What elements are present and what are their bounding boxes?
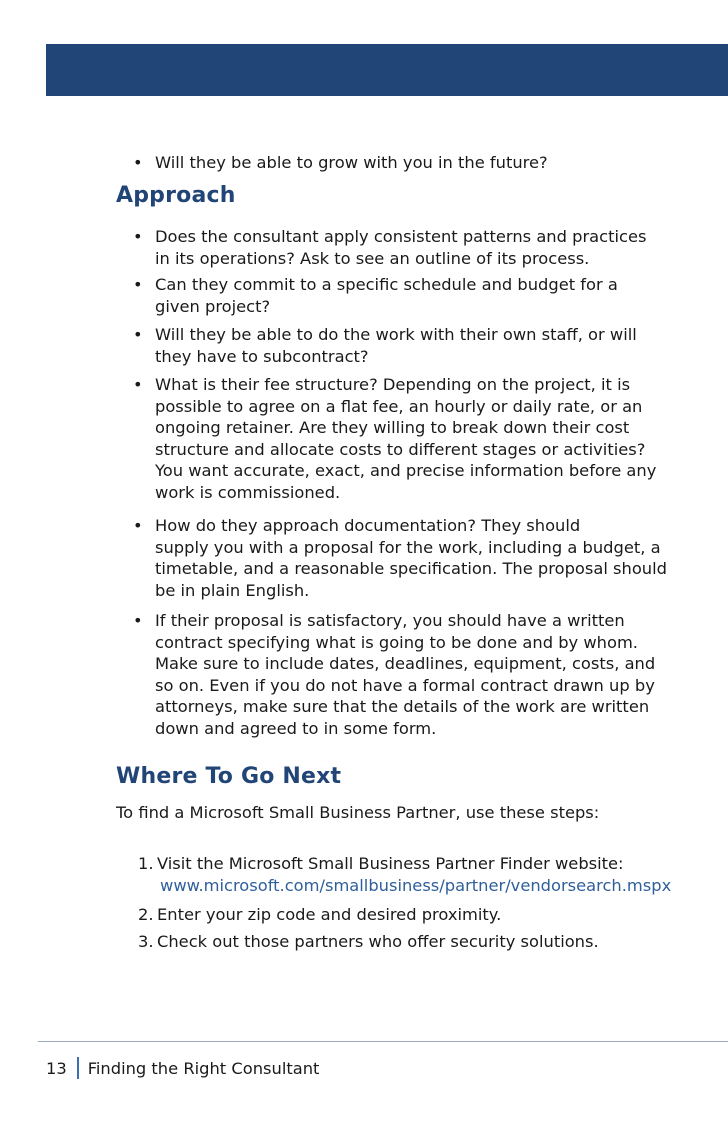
text-line: Make sure to include dates, deadlines, equipment, costs, and (155, 654, 656, 673)
bullet-icon: • (133, 516, 143, 535)
text-line: Can they commit to a specific schedule and budget for a (155, 275, 618, 294)
bullet-text (155, 274, 693, 317)
step-label: Visit the Microsoft Small Business Partner Finder website: (157, 854, 624, 873)
bullet-text (155, 226, 693, 269)
text-line: timetable, and a reasonable specification. The proposal should (155, 559, 667, 578)
footer-separator (77, 1057, 79, 1079)
partner-finder-link[interactable]: www.microsoft.com/smallbusiness/partner/vendorsearch.mspx (160, 875, 672, 895)
text-line: How do they approach documentation? They should (155, 516, 581, 535)
bullet-icon: • (133, 325, 143, 344)
bullet-text: Will they be able to grow with you in the future? (155, 153, 548, 172)
bullet-text (155, 324, 693, 367)
text-line: they have to subcontract? (155, 346, 369, 366)
section-heading-approach: Approach (116, 183, 236, 208)
bullet-text (155, 515, 693, 601)
bullet-icon: • (133, 275, 143, 294)
text-line: ongoing retainer. Are they willing to break down their cost (155, 418, 630, 437)
list-item (133, 515, 693, 601)
text-line: so on. Even if you do not have a formal contract drawn up by (155, 675, 655, 695)
step-item (138, 853, 718, 896)
bullet-text (155, 374, 693, 503)
list-item (133, 374, 693, 503)
page-footer (46, 1058, 319, 1081)
text-line: in its operations? Ask to see an outline of its process. (155, 248, 590, 268)
text-line: be in plain English. (155, 580, 310, 600)
text-line: You want accurate, exact, and precise information before any (155, 461, 657, 480)
text-line: If their proposal is satisfactory, you should have a written (155, 611, 625, 630)
list-item (133, 226, 693, 269)
text-line: Will they be able to do the work with their own staff, or will (155, 325, 637, 344)
step-number: 1. (138, 854, 154, 873)
step-number: 2. (138, 905, 154, 924)
text-line: work is commissioned. (155, 482, 341, 502)
step-text: Enter your zip code and desired proximity. (157, 905, 502, 924)
bullet-icon: • (133, 611, 143, 630)
text-line: supply you with a proposal for the work, including a budget, a (155, 537, 661, 557)
bullet-text (155, 610, 693, 739)
text-line: What is their fee structure? Depending on the project, it is (155, 375, 631, 394)
step-item (138, 931, 718, 953)
bullet-icon: • (133, 375, 143, 394)
bullet-icon: • (133, 153, 143, 172)
page-number: 13 (46, 1059, 67, 1078)
text-line: contract specifying what is going to be done and by whom. (155, 632, 638, 652)
list-item (133, 324, 693, 367)
step-text (157, 853, 718, 896)
text-line: attorneys, make sure that the details of the work are written (155, 697, 650, 716)
footer-title: Finding the Right Consultant (87, 1059, 320, 1078)
bullet-icon: • (133, 227, 143, 246)
section-heading-where-to-go-next: Where To Go Next (116, 764, 342, 789)
text-line: structure and allocate costs to different stages or activities? (155, 439, 646, 459)
list-item (133, 152, 693, 174)
intro-text: To find a Microsoft Small Business Partner, use these steps: (116, 803, 600, 822)
list-item (133, 610, 693, 739)
step-number: 3. (138, 932, 154, 951)
list-item (133, 274, 693, 317)
text-line: given project? (155, 296, 271, 316)
step-item (138, 904, 718, 926)
step-text: Check out those partners who offer security solutions. (157, 932, 599, 951)
text-line: Does the consultant apply consistent patterns and practices (155, 227, 647, 246)
footer-divider (38, 1041, 728, 1042)
text-line: possible to agree on a flat fee, an hourly or daily rate, or an (155, 396, 643, 416)
text-line: down and agreed to in some form. (155, 718, 437, 738)
